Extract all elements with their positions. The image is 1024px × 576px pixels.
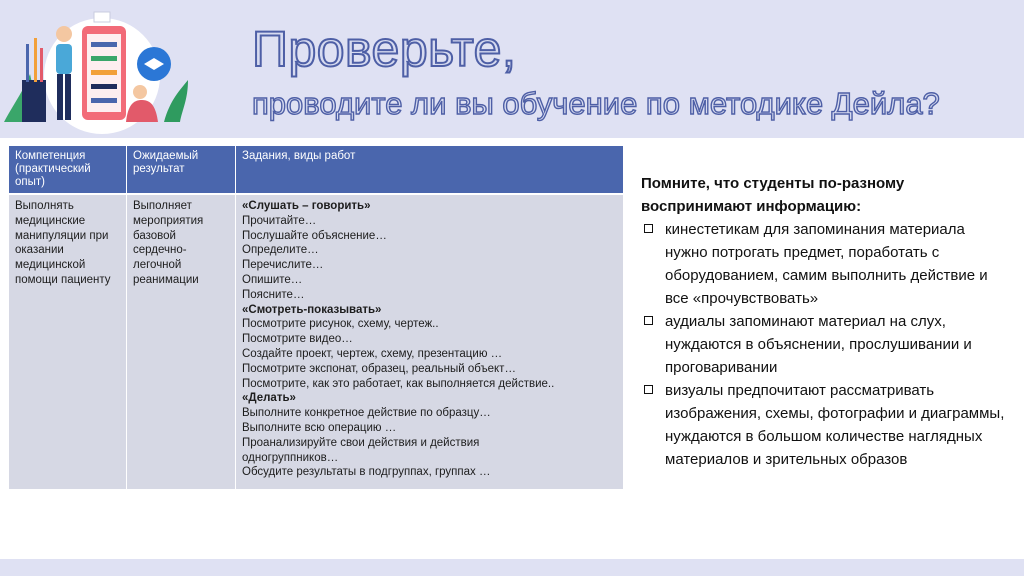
person-leg	[57, 74, 63, 120]
book-row	[91, 70, 117, 75]
task-item: Перечислите…	[242, 259, 324, 272]
task-item: одногруппников…	[242, 451, 339, 464]
list-item	[641, 218, 1011, 310]
task-item: Посмотрите видео…	[242, 333, 353, 346]
list-item	[641, 310, 1011, 379]
person-body	[56, 44, 72, 74]
learning-styles-list	[641, 218, 1011, 471]
task-item: Обсудите результаты в подгруппах, группах …	[242, 466, 491, 479]
task-item: Определите…	[242, 244, 319, 257]
table-header-row	[9, 146, 623, 194]
table-row	[9, 194, 623, 489]
task-item: Послушайте объяснение…	[242, 229, 387, 242]
task-item: Создайте проект, чертеж, схему, презентацию …	[242, 347, 503, 360]
task-item: Проанализируйте свои действия и действия	[242, 436, 480, 449]
plant-right	[164, 80, 188, 122]
task-item: Прочитайте…	[242, 214, 317, 227]
cell-competence: Выполнять медицинские манипуляции при оказании медицинской помощи пациенту	[9, 194, 127, 489]
pencil	[34, 38, 37, 82]
task-item: «Слушать – говорить»	[242, 200, 371, 212]
task-item: «Делать»	[242, 392, 296, 405]
task-item: Выполните конкретное действие по образцу…	[242, 407, 491, 420]
learning-styles-note	[641, 172, 1011, 471]
task-item: Выполните всю операцию …	[242, 421, 397, 434]
footer-band	[0, 559, 1024, 576]
pencil	[40, 48, 43, 82]
list-item-text: кинестетикам для запоминания материала нужно потрогать предмет, поработать с оборудованием, самим выполнить действие и все «прочувствовать»	[665, 221, 988, 307]
header-competence: Компетенция (практический опыт)	[9, 146, 127, 194]
book-row	[91, 56, 117, 61]
book-row	[91, 98, 117, 103]
person-leg	[65, 74, 71, 120]
task-item: Поясните…	[242, 288, 305, 301]
page-title: Проверьте,	[252, 21, 517, 77]
checkbox-bullet-icon	[644, 224, 653, 233]
education-illustration	[4, 4, 200, 134]
page-subtitle: проводите ли вы обучение по методике Дейла?	[252, 86, 940, 121]
competence-table	[9, 146, 623, 489]
person-head	[56, 26, 72, 42]
book-row	[91, 84, 117, 89]
task-item: Посмотрите, как это работает, как выполняется действие..	[242, 377, 555, 390]
note-card	[94, 12, 110, 22]
cell-tasks	[236, 194, 624, 489]
list-item-text: аудиалы запоминают материал на слух, нуждаются в объяснении, прослушивании и проговаривании	[665, 313, 972, 376]
header-result: Ожидаемый результат	[127, 146, 236, 194]
checkbox-bullet-icon	[644, 385, 653, 394]
task-item: «Смотреть-показывать»	[242, 303, 382, 316]
book-row	[91, 42, 117, 47]
header-tasks: Задания, виды работ	[236, 146, 624, 194]
task-item: Опишите…	[242, 273, 303, 286]
checkbox-bullet-icon	[644, 316, 653, 325]
cell-result: Выполняет мероприятия базовой сердечно-легочной реанимации	[127, 194, 236, 489]
task-item: Посмотрите экспонат, образец, реальный объект…	[242, 362, 516, 375]
task-item: Посмотрите рисунок, схему, чертеж..	[242, 318, 439, 331]
pencil	[26, 44, 29, 82]
list-item-text: визуалы предпочитают рассматривать изображения, схемы, фотографии и диаграммы, нуждаются в большом количестве наглядных материалов и зрительных образов	[665, 382, 1005, 468]
reader-head	[133, 85, 147, 99]
pencil-cup	[22, 80, 46, 122]
list-item	[641, 379, 1011, 471]
note-lead: Помните, что студенты по-разному воспринимают информацию:	[641, 175, 905, 215]
